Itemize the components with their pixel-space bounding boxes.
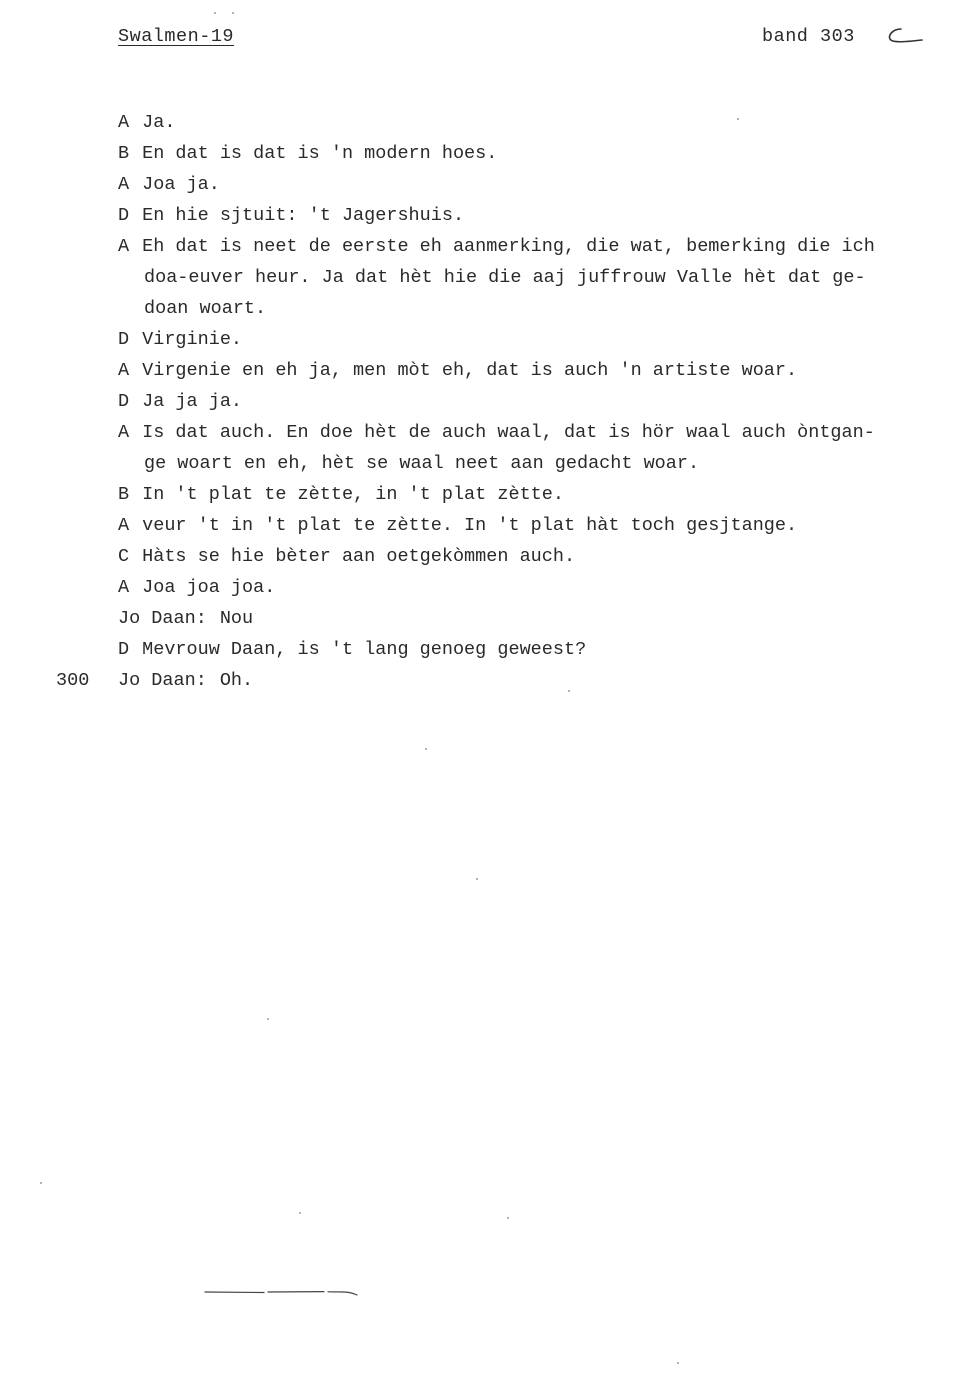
transcript-line xyxy=(118,200,973,231)
scan-speck xyxy=(214,12,216,14)
speech-text: Virgenie en eh ja, men mòt eh, dat is auch 'n artiste woar. xyxy=(142,360,798,381)
page-title: Swalmen-19 xyxy=(118,26,235,47)
speaker-label: D xyxy=(118,639,130,660)
speaker-label: B xyxy=(118,484,130,505)
transcript-line xyxy=(118,479,973,510)
transcript-line xyxy=(118,169,973,200)
speaker-label: D xyxy=(118,391,130,412)
speaker-label: Jo Daan: xyxy=(118,608,207,629)
transcript-line xyxy=(118,231,973,262)
scan-speck xyxy=(232,12,234,14)
transcript-line xyxy=(118,138,973,169)
handwritten-underline-mark xyxy=(204,1289,358,1297)
speech-text: Virginie. xyxy=(142,329,243,350)
speech-text: Mevrouw Daan, is 't lang genoeg geweest? xyxy=(142,639,587,660)
scan-speck xyxy=(507,1217,509,1219)
transcript-line xyxy=(118,386,973,417)
speaker-label: A xyxy=(118,515,130,536)
speaker-label: A xyxy=(118,422,130,443)
transcript-continuation: ge woart en eh, hèt se waal neet aan gedacht woar. xyxy=(144,453,700,474)
transcript-line xyxy=(118,510,973,541)
transcript-line xyxy=(118,541,973,572)
speaker-label: D xyxy=(118,329,130,350)
transcript-line xyxy=(118,107,973,138)
scan-speck xyxy=(425,748,427,750)
transcript-line xyxy=(118,417,973,448)
speech-text: Oh. xyxy=(219,670,254,691)
speaker-label: A xyxy=(118,112,130,133)
transcript-line xyxy=(118,634,973,665)
scan-speck xyxy=(476,878,478,880)
speech-text: Joa ja. xyxy=(142,174,220,195)
transcript xyxy=(56,107,973,696)
speech-text: Eh dat is neet de eerste eh aanmerking, die wat, bemerking die ich xyxy=(142,236,875,257)
speaker-label: A xyxy=(118,577,130,598)
speech-text: In 't plat te zètte, in 't plat zètte. xyxy=(142,484,564,505)
scan-speck xyxy=(299,1212,301,1214)
scan-speck xyxy=(568,690,570,692)
scan-speck xyxy=(677,1362,679,1364)
speech-text: Joa joa joa. xyxy=(142,577,276,598)
speech-text: Hàts se hie bèter aan oetgekòmmen auch. xyxy=(142,546,576,567)
speaker-label: C xyxy=(118,546,130,567)
transcript-line xyxy=(56,665,973,696)
scan-speck xyxy=(267,1018,269,1020)
scan-speck xyxy=(40,1182,42,1184)
transcript-line xyxy=(118,355,973,386)
speaker-label: A xyxy=(118,236,130,257)
speaker-label: Jo Daan: xyxy=(118,670,207,691)
band-number: band 303 xyxy=(762,26,855,47)
speech-text: En hie sjtuit: 't Jagershuis. xyxy=(142,205,465,226)
speaker-label: A xyxy=(118,174,130,195)
scan-speck xyxy=(737,118,739,120)
line-number: 300 xyxy=(56,670,90,691)
speech-text: En dat is dat is 'n modern hoes. xyxy=(142,143,498,164)
transcript-continuation: doan woart. xyxy=(144,298,267,319)
speech-text: Nou xyxy=(219,608,254,629)
speaker-label: B xyxy=(118,143,130,164)
transcript-line xyxy=(118,572,973,603)
transcript-line xyxy=(118,324,973,355)
speaker-label: D xyxy=(118,205,130,226)
transcript-continuation: doa-euver heur. Ja dat hèt hie die aaj juffrouw Valle hèt dat ge- xyxy=(144,267,866,288)
handwritten-c-mark-icon xyxy=(884,24,924,48)
speech-text: veur 't in 't plat te zètte. In 't plat hàt toch gesjtange. xyxy=(142,515,798,536)
speaker-label: A xyxy=(118,360,130,381)
speech-text: Ja. xyxy=(142,112,176,133)
speech-text: Ja ja ja. xyxy=(142,391,243,412)
speech-text: Is dat auch. En doe hèt de auch waal, dat is hör waal auch òntgan- xyxy=(142,422,875,443)
transcript-line xyxy=(118,603,973,634)
